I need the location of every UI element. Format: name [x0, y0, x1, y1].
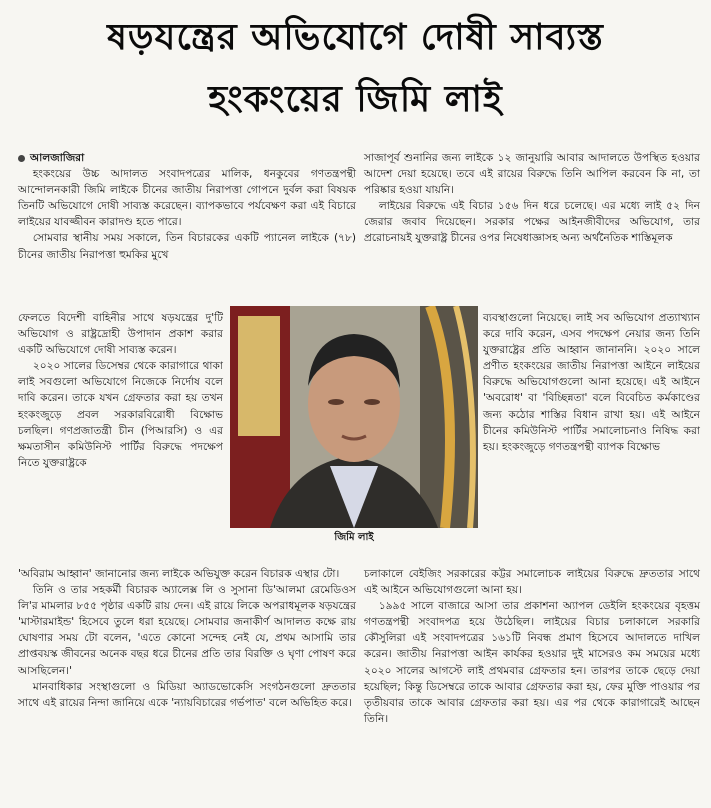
source-line: [18, 150, 356, 166]
headline-line-2: হংকংয়ের জিমি লাই: [208, 79, 503, 120]
paragraph: মানবাধিকার সংস্থাগুলো ও মিডিয়া অ্যাডভোকেসি সংগঠনগুলো দ্রুততার সাথে এই রায়ের নিন্দা জানিয়ে একে 'ন্যায়বিচারের গর্ভপাত' বলে অভিহিত করে।: [18, 680, 356, 709]
paragraph: তিনি ও তার সহকর্মী বিচারক অ্যালেক্স লি ও সুসানা ডি'আলমা রেমেডিওস লি'র মামলার ৮৫৫ পৃষ্ঠার একটি রায় দেন। এই রায়ে লিকে অপরাধমূলক ষড়যন্ত্রের 'মাস্টারমাইন্ড' হিসেবে তুলে ধরা হয়েছে। সোমবার জনাকীর্ণ আদালত কক্ষে রায় ঘোষণার সময় টো বলেন, 'এতে কোনো সন্দেহ নেই যে, প্রথম আসামি তার প্রাপ্তবয়স্ক জীবনের অনেক বছর ধরে চীনের প্রতি তার বিরক্তি ও ঘৃণা পোষণ করে আসছিলেন।': [18, 584, 356, 677]
source-name: আলজাজিরা: [30, 152, 85, 164]
left-column-top: [18, 150, 356, 263]
right-column-top: [364, 150, 700, 247]
left-column-bottom: [18, 566, 356, 711]
bullet-icon: [18, 155, 25, 162]
portrait-photo: [230, 306, 478, 528]
paragraph: 'অবিরাম আহ্বান' জানানোর জন্য লাইকে অভিযুক্ত করেন বিচারক এস্থার টো।: [18, 568, 340, 580]
paragraph: সাজাপূর্ব শুনানির জন্য লাইকে ১২ জানুয়ারি আবার আদালতে উপস্থিত হওয়ার আদেশ দেয়া হয়েছে। তবে এই রায়ের বিরুদ্ধে তিনি আপিল করবেন কি না, তা পরিষ্কার হওয়া যায়নি।: [364, 152, 700, 197]
right-column-bottom: [364, 566, 700, 727]
paragraph: লাইয়ের বিরুদ্ধে এই বিচার ১৫৬ দিন ধরে চলেছে। এর মধ্যে লাই ৫২ দিন জেরার জবাব দিয়েছেন। সরকার পক্ষের আইনজীবীদের অভিযোগ, তার প্ররোচনায়ই যুক্তরাষ্ট্র চীনের ওপর নিষেধাজ্ঞাসহ অন্য অর্থনৈতিক শাস্তিমূলক: [364, 200, 700, 245]
left-column-wrap: [18, 310, 223, 471]
paragraph: ফেলতে বিদেশী বাহিনীর সাথে ষড়যন্ত্রের দু'টি অভিযোগ ও রাষ্ট্রদ্রোহী উপাদান প্রকাশ করার একটি অভিযোগে দোষী সাব্যস্ত করেন।: [18, 312, 223, 357]
headline-line-1: ষড়যন্ত্রের অভিযোগে দোষী সাব্যস্ত: [107, 17, 604, 58]
paragraph: চলাকালে বেইজিং সরকারের কট্টর সমালোচক লাইয়ের বিরুদ্ধে দ্রুততার সাথে এই আইনে অভিযোগগুলো আনা হয়।: [364, 568, 700, 597]
right-column-wrap: [483, 310, 700, 455]
paragraph: ১৯৯৫ সালে বাজারে আসা তার প্রকাশনা অ্যাপল ডেইলি হংকংয়ের বৃহত্তম গণতন্ত্রপন্থী সংবাদপত্র হয়ে উঠেছিল। লাইয়ের বিচার চলাকালে সরকারি কৌসুলিরা এই সংবাদপত্রের ১৬১টি নিবন্ধ প্রমাণ হিসেবে আদালতে দাখিল করেন। জাতীয় নিরাপত্তা আইন কার্যকর হওয়ার দুই মাসেরও কম সময়ের মধ্যে ২০২০ সালের আগস্টে লাই প্রথমবার গ্রেফতার হন। তারপর তাকে ছেড়ে দেয়া হয়েছিল; কিন্তু ডিসেম্বরে তাকে আবার গ্রেফতার করা হয়, ফের মুক্তি পাওয়ার পর তৃতীয়বার তাকে আবার গ্রেফতার করা হয়। এর পর থেকে কারাগারেই আছেন তিনি।: [364, 600, 700, 725]
portrait-illustration: [230, 306, 478, 528]
paragraph: ২০২০ সালের ডিসেম্বর থেকে কারাগারে থাকা লাই সবগুলো অভিযোগে নিজেকে নির্দোষ বলে দাবি করেন। তাকে যখন গ্রেফতার করা হয় তখন হংকংজুড়ে প্রবল সরকারবিরোধী বিক্ষোভ চলছিল। গণপ্রজাতন্ত্রী চীন (পিআরসি) ও এর ক্ষমতাসীন কমিউনিস্ট পার্টির বিরুদ্ধে পদক্ষেপ নিতে যুক্তরাষ্ট্রকে: [18, 360, 223, 469]
paragraph: সোমবার স্থানীয় সময় সকালে, তিন বিচারকের একটি প্যানেল লাইকে (৭৮) চীনের জাতীয় নিরাপত্তা হুমকির মুখে: [18, 232, 356, 261]
photo-caption: জিমি লাই: [334, 532, 374, 543]
paragraph: হংকংয়ের উচ্চ আদালত সংবাদপত্রের মালিক, ধনকুবের গণতন্ত্রপন্থী আন্দোলনকারী জিমি লাইকে চীনের জাতীয় নিরাপত্তা গোপনে দুর্বল করা বিষয়ক তিনটি অভিযোগে দোষী সাব্যস্ত করেছেন। ব্যাপকভাবে পর্যবেক্ষণ করা এই বিচারে লাইয়ের যাবজ্জীবন কারাদণ্ড হতে পারে।: [18, 168, 356, 229]
paragraph: ব্যবস্থাগুলো নিয়েছে। লাই সব অভিযোগ প্রত্যাখ্যান করে দাবি করেন, এসব পদক্ষেপ নেয়ার জন্য তিনি যুক্তরাষ্ট্রের প্রতি আহ্বান জানাননি। ২০২০ সালে প্রণীত হংকংয়ের জাতীয় নিরাপত্তা আইনে লাইয়ের বিরুদ্ধে অভিযোগগুলো আনা হয়েছে। এই আইনে 'অবরোধ' বা 'বিচ্ছিন্নতা' বলে বিবেচিত কর্মকাণ্ডের জন্য কঠোর শাস্তির বিধান রাখা হয়। এই আইনে চীনের কমিউনিস্ট পার্টির সমালোচনাও নিষিদ্ধ করা হয়। হংকংজুড়ে গণতন্ত্রপন্থী ব্যাপক বিক্ষোভ: [483, 312, 700, 453]
